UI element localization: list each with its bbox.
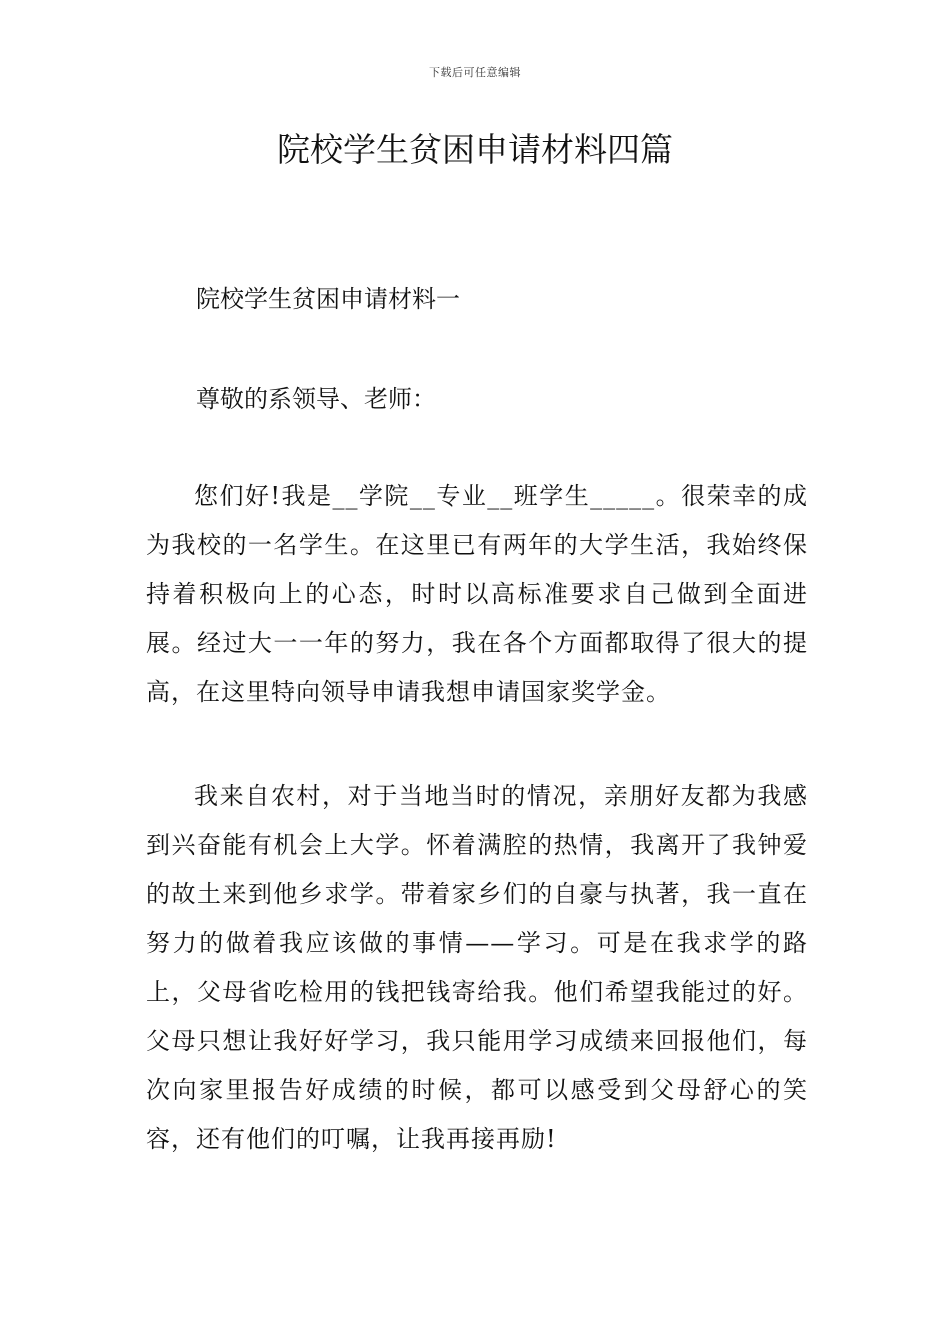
paragraph-2: 我来自农村，对于当地当时的情况，亲朋好友都为我感到兴奋能有机会上大学。怀着满腔的热情，我离开了我钟爱的故土来到他乡求学。带着家乡们的自豪与执著，我一直在努力的做着我应该做的事情——学习。可是在我求学的路上，父母省吃检用的钱把钱寄给我。他们希望我能过的好。父母只想让我好好学习，我只能用学习成绩来回报他们，每次向家里报告好成绩的时候，都可以感受到父母舒心的笑容，还有他们的叮嘱，让我再接再励!	[146, 782, 808, 1153]
section-title: 院校学生贫困申请材料一	[196, 285, 460, 313]
header-note: 下载后可任意编辑	[429, 66, 521, 79]
salutation: 尊敬的系领导、老师：	[196, 385, 436, 413]
document-title: 院校学生贫困申请材料四篇	[277, 130, 673, 169]
paragraph-1: 您们好!我是__学院__专业__班学生_____。很荣幸的成为我校的一名学生。在这里已有两年的大学生活，我始终保持着积极向上的心态，时时以高标准要求自己做到全面进展。经过大一一年的努力，我在各个方面都取得了很大的提高，在这里特向领导申请我想申请国家奖学金。	[146, 482, 808, 706]
